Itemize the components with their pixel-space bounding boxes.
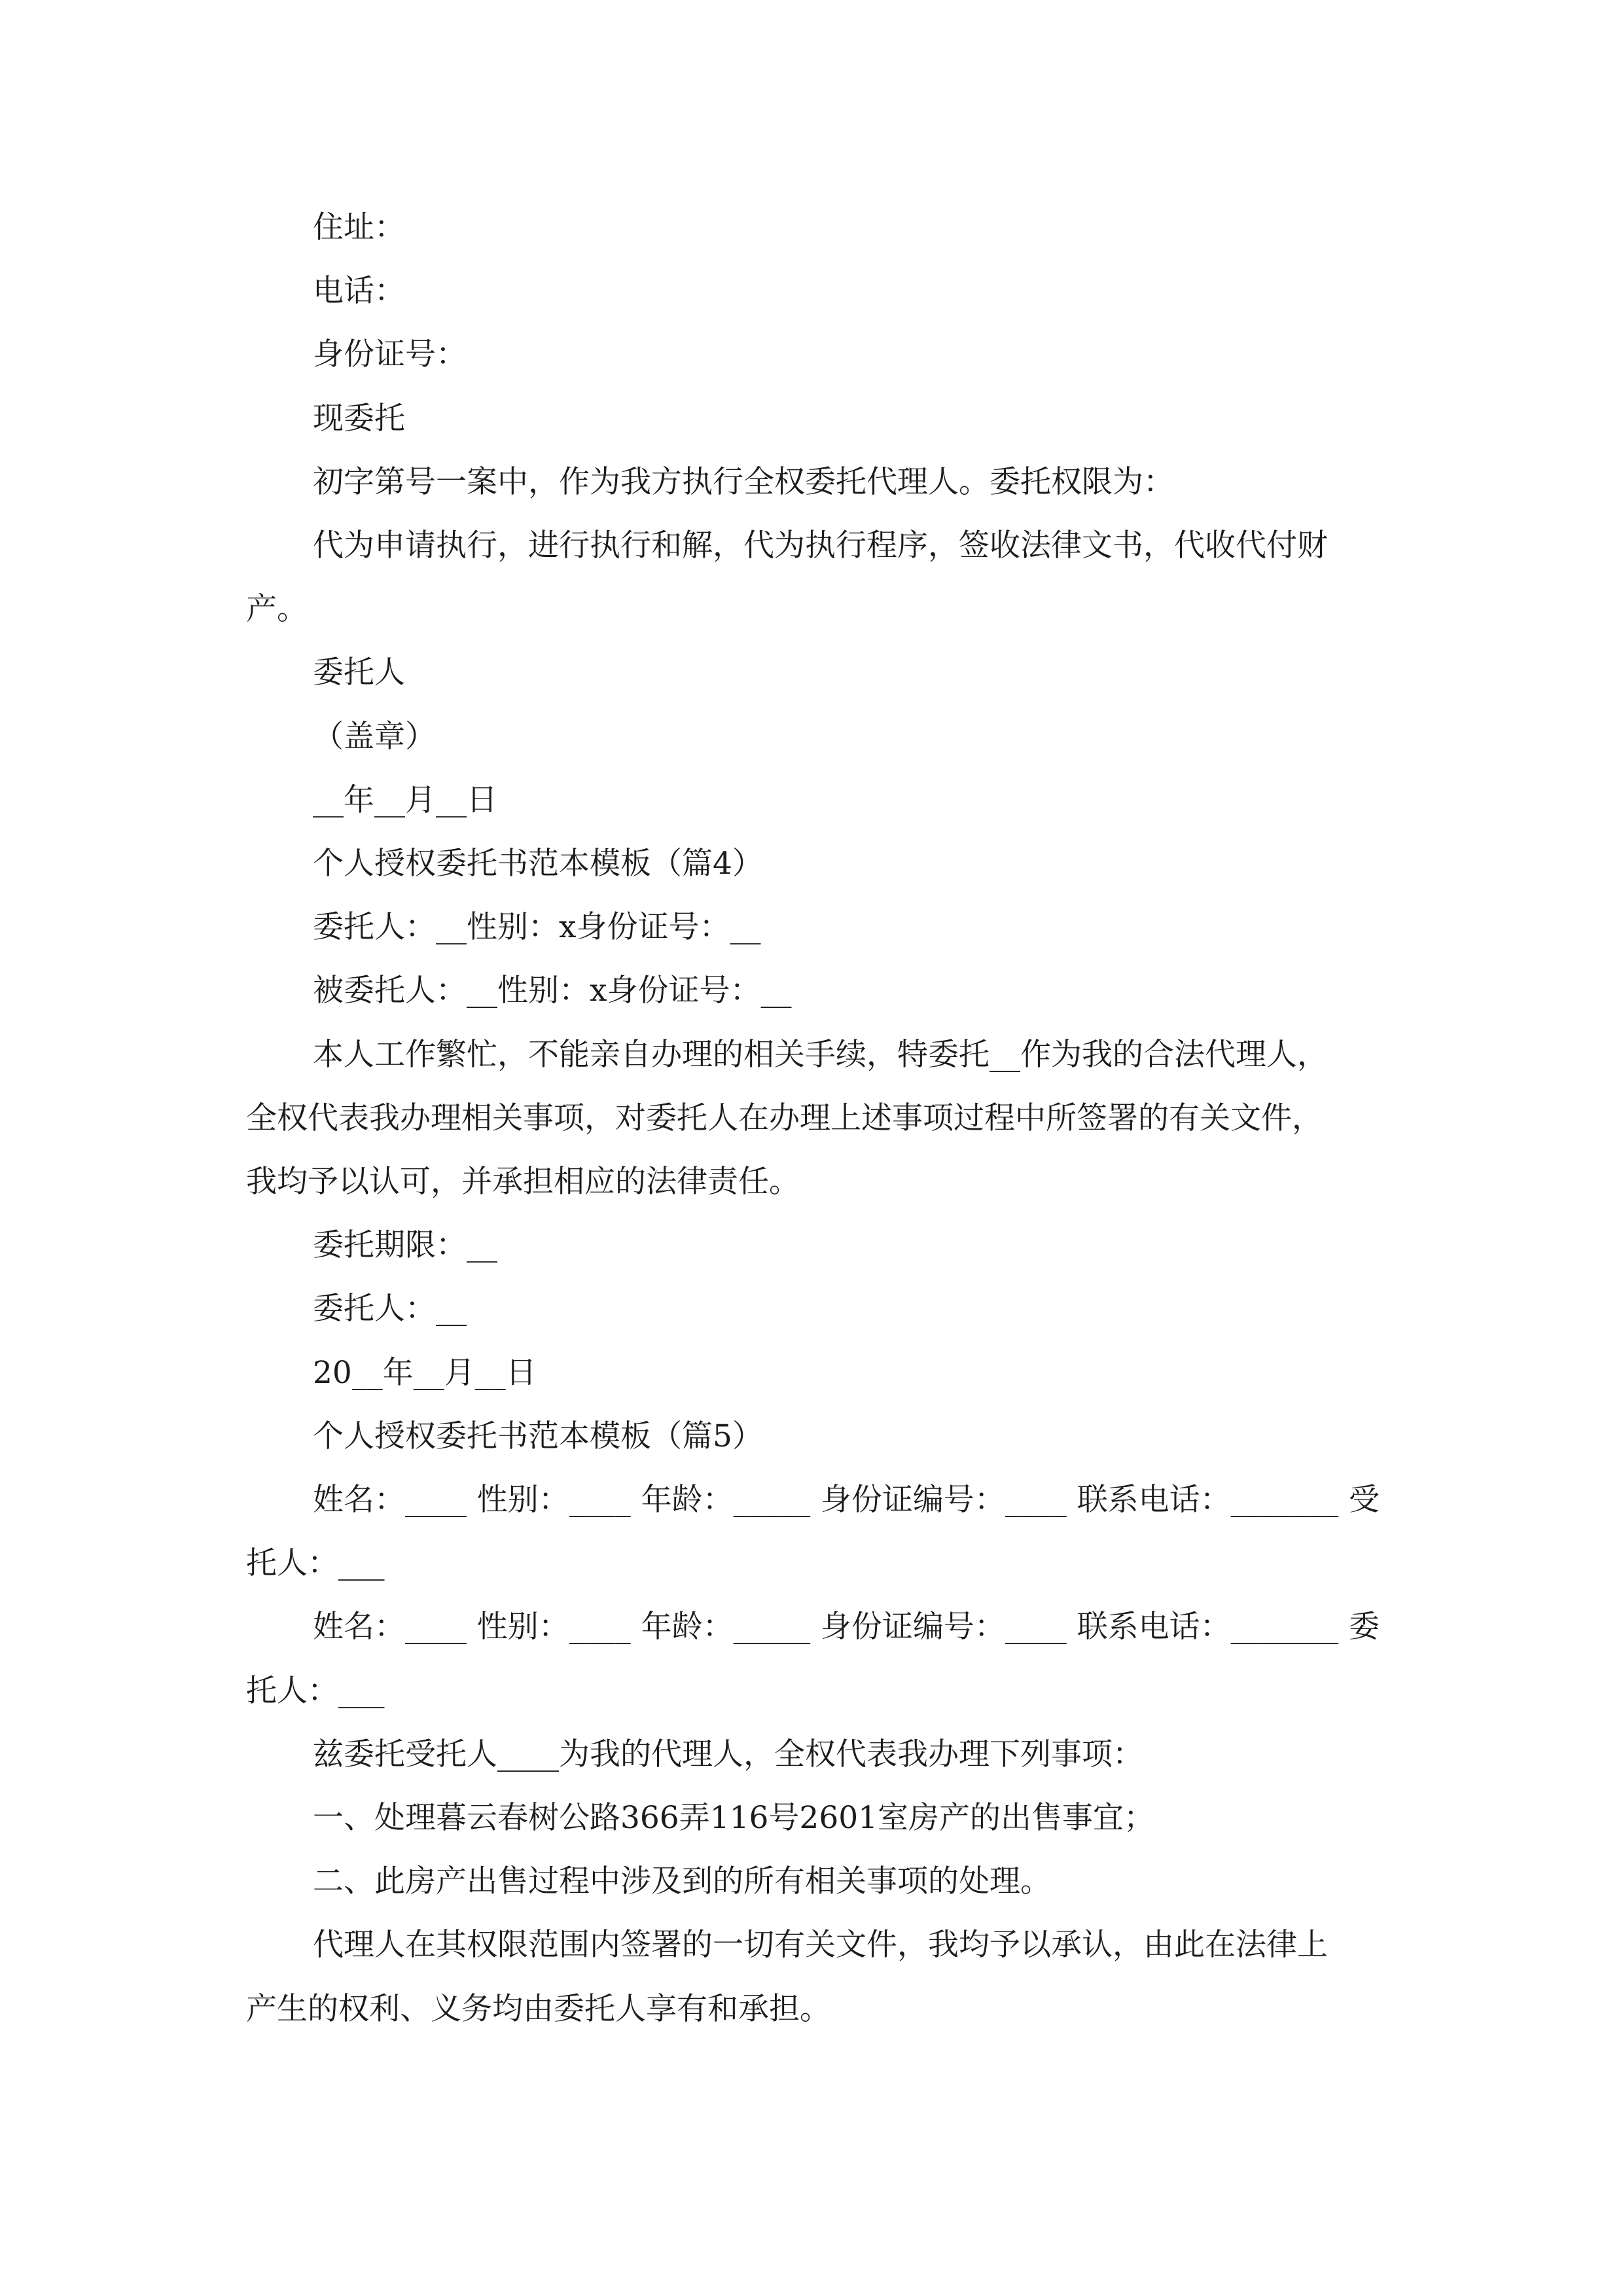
item-one: 一、处理暮云春树公路366弄116号2601室房产的出售事宜； — [313, 1800, 1155, 1836]
id-field: 身份证编号：____ — [820, 1609, 1067, 1645]
address-label: 住址： — [313, 209, 405, 245]
principal-role-line: 托人：___ — [246, 1673, 385, 1709]
name-field: 姓名：____ — [313, 1609, 467, 1645]
role-char: 委 — [1348, 1609, 1380, 1645]
principal-label: 委托人 — [313, 655, 405, 691]
seal-label: （盖章） — [313, 719, 436, 755]
closing-para-line-2: 产生的权利、义务均由委托人享有和承担。 — [246, 1991, 830, 2027]
date-line-1: __年__月__日 — [313, 782, 497, 818]
date-line-2: 20__年__月__日 — [313, 1355, 537, 1391]
agent-info: 被委托人：__性别：x身份证号：__ — [313, 973, 792, 1009]
agent-role-line: 托人：___ — [246, 1545, 385, 1581]
gender-field: 性别：____ — [476, 1482, 631, 1518]
id-field: 身份证编号：____ — [820, 1482, 1067, 1518]
phone-label: 电话： — [313, 273, 405, 309]
id-number-label: 身份证号： — [313, 336, 467, 372]
age-field: 年龄：_____ — [641, 1609, 811, 1645]
entrust-line: 现委托 — [313, 401, 405, 437]
case-line: 初字第号一案中，作为我方执行全权委托代理人。委托权限为： — [313, 464, 1174, 500]
authority-line-1: 代为申请执行，进行执行和解，代为执行程序，签收法律文书，代收代付财 — [313, 528, 1328, 564]
body-para-line-2: 全权代表我办理相关事项，对委托人在办理上述事项过程中所签署的有关文件， — [246, 1100, 1323, 1136]
name-field: 姓名：____ — [313, 1482, 467, 1518]
body-para-line-3: 我均予以认可，并承担相应的法律责任。 — [246, 1164, 800, 1200]
section-title-4: 个人授权委托书范本模板（篇4） — [313, 846, 763, 882]
contact-field: 联系电话：_______ — [1077, 1609, 1339, 1645]
form-row-principal — [313, 1607, 1380, 1647]
closing-para-line-1: 代理人在其权限范围内签署的一切有关文件，我均予以承认，由此在法律上 — [313, 1927, 1328, 1963]
term-label: 委托期限：__ — [313, 1227, 497, 1263]
role-char: 受 — [1348, 1482, 1380, 1518]
age-field: 年龄：_____ — [641, 1482, 811, 1518]
authority-line-2: 产。 — [246, 591, 308, 627]
body-para-line-1: 本人工作繁忙，不能亲自办理的相关手续，特委托__作为我的合法代理人， — [313, 1037, 1328, 1073]
principal-sign: 委托人：__ — [313, 1291, 467, 1327]
section-title-5: 个人授权委托书范本模板（篇5） — [313, 1418, 763, 1454]
item-two: 二、此房产出售过程中涉及到的所有相关事项的处理。 — [313, 1863, 1051, 1899]
form-row-agent — [313, 1480, 1380, 1520]
entrust-statement: 兹委托受托人____为我的代理人，全权代表我办理下列事项： — [313, 1736, 1143, 1772]
contact-field: 联系电话：_______ — [1077, 1482, 1339, 1518]
gender-field: 性别：____ — [476, 1609, 631, 1645]
principal-info: 委托人：__性别：x身份证号：__ — [313, 909, 761, 945]
